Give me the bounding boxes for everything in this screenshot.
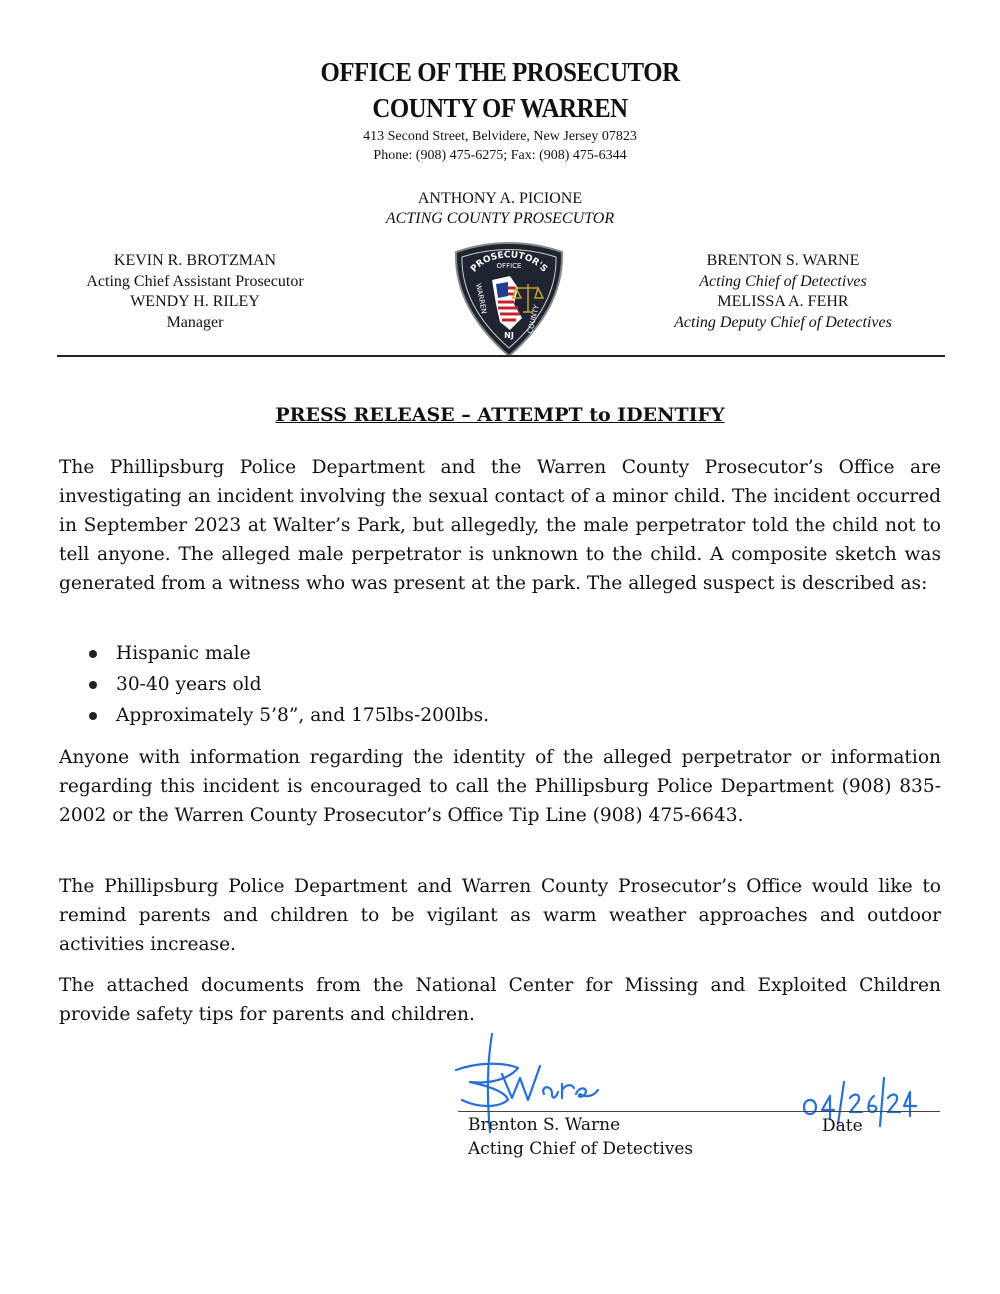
- list-item: 30-40 years old: [59, 669, 759, 700]
- staff-name: BRENTON S. WARNE: [706, 252, 860, 269]
- signer-name: Brenton S. Warne: [468, 1115, 621, 1135]
- date-label: Date: [822, 1116, 863, 1136]
- badge-right-text: COUNTY: [526, 304, 541, 335]
- staff-title: Acting Deputy Chief of Detectives: [674, 313, 892, 331]
- bullet-icon: [89, 650, 97, 658]
- body-paragraph-4: The attached documents from the National Center for Missing and Exploited Children provide safety tips for parents and children.: [59, 975, 941, 1025]
- prosecutor-badge-icon: [452, 238, 566, 358]
- staff-title: Acting Chief Assistant Prosecutor: [86, 272, 304, 290]
- staff-name: WENDY H. RILEY: [130, 293, 260, 310]
- signer-title: Acting Chief of Detectives: [468, 1139, 694, 1159]
- letterhead-divider: [57, 355, 945, 357]
- prosecutor-title: ACTING COUNTY PROSECUTOR: [385, 210, 615, 227]
- signature-line: [458, 1111, 940, 1112]
- badge-bottom-text: NJ: [504, 331, 514, 340]
- suspect-description-list: [59, 638, 759, 731]
- press-release-heading: PRESS RELEASE – ATTEMPT to IDENTIFY: [275, 404, 725, 426]
- left-staff-list: [45, 251, 345, 333]
- bullet-icon: [89, 712, 97, 720]
- list-item: Hispanic male: [59, 638, 759, 669]
- body-paragraph-2: Anyone with information regarding the identity of the alleged perpetrator or information regarding this incident is encouraged to call the Phillipsburg Police Department (908) 835-2002 or the Warren County Prosecutor’s Office Tip Line (908) 475-6643.: [59, 747, 941, 826]
- body-paragraph-1: The Phillipsburg Police Department and the Warren County Prosecutor’s Office are investigating an incident involving the sexual contact of a minor child. The incident occurred in September 2023 at Walter’s Park, but allegedly, the male perpetrator told the child not to tell anyone. The alleged male perpetrator is unknown to the child. A composite sketch was generated from a witness who was present at the park. The alleged suspect is described as:: [59, 457, 941, 594]
- badge-left-text: WARREN: [474, 282, 488, 315]
- county-title: COUNTY OF WARREN: [372, 93, 628, 123]
- prosecutor-name: ANTHONY A. PICIONE: [417, 190, 583, 207]
- body-paragraph-3: The Phillipsburg Police Department and Warren County Prosecutor’s Office would like to remind parents and children to be vigilant as warm weather approaches and outdoor activities increase.: [59, 876, 941, 955]
- staff-title: Manager: [166, 313, 224, 331]
- office-title: OFFICE OF THE PROSECUTOR: [320, 57, 680, 87]
- bullet-icon: [89, 681, 97, 689]
- badge-office-text: OFFICE: [496, 262, 522, 270]
- right-staff-list: [633, 251, 933, 333]
- office-phone-fax: Phone: (908) 475-6275; Fax: (908) 475-6344: [373, 148, 627, 163]
- staff-name: MELISSA A. FEHR: [717, 293, 849, 310]
- list-item: Approximately 5’8”, and 175lbs-200lbs.: [59, 700, 759, 731]
- office-address: 413 Second Street, Belvidere, New Jersey 07823: [363, 129, 637, 144]
- staff-title: Acting Chief of Detectives: [699, 272, 867, 290]
- badge-top-text: PROSECUTOR'S: [469, 250, 549, 275]
- staff-name: KEVIN R. BROTZMAN: [113, 252, 277, 269]
